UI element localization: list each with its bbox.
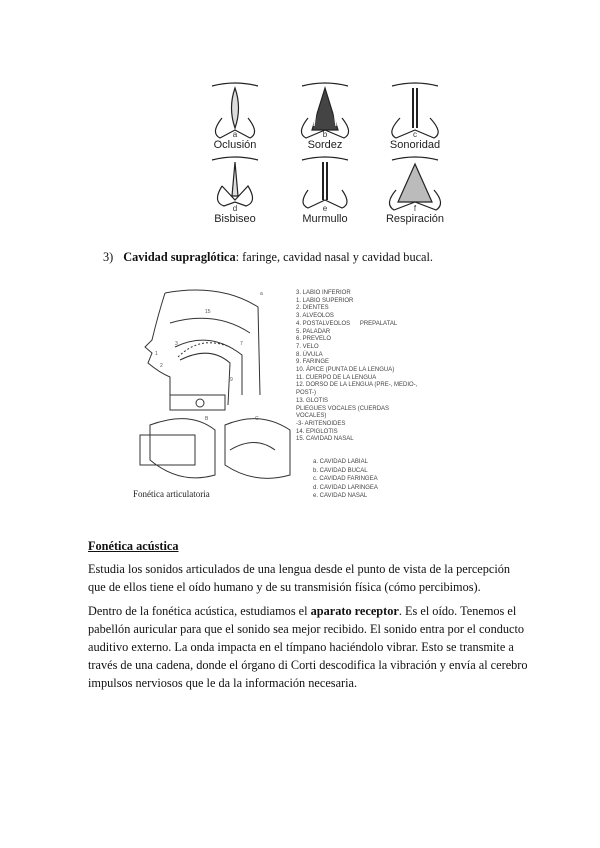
supraglottic-item [103,250,433,265]
legend-item: VOCALES) [296,413,327,420]
legend-item: 3. ALVEOLOS [296,313,334,320]
legend-item: 9. FARINGE [296,359,330,366]
articulatory-diagram [130,285,300,500]
item-term: Cavidad supraglótica [123,250,236,264]
legend-item: 8. ÚVULA [296,351,323,358]
legend-item: 6. PREVELO [296,336,332,343]
legend-item: 7. VELO [296,343,319,350]
diagram-legend [296,290,446,444]
svg-text:B: B [205,416,209,422]
legend-item [296,321,446,329]
glottis-letter: b [322,130,328,139]
glottis-letter: e [322,204,328,213]
section-heading: Fonética acústica [88,539,179,553]
svg-text:C: C [255,416,259,422]
paragraph-2 [88,602,528,692]
glottis-label: Sordez [307,139,343,151]
glottis-label: Sonoridad [389,139,441,151]
cavity-item: d. CAVIDAD LARINGEA [313,484,378,491]
svg-text:7: 7 [240,341,243,347]
cavity-item: e. CAVIDAD NASAL [313,493,368,499]
paragraph-1: Estudia los sonidos articulados de una lengua desde el punto de vista de la percepción que de ellos tiene el oído humano y de su transmisión física (cómo percibimos). [88,562,511,594]
svg-text:a: a [260,291,263,297]
glottis-letter: c [413,130,417,139]
p2-text-a: Dentro de la fonética acústica, estudiamos el [88,604,311,618]
cavity-item: a. CAVIDAD LABIAL [313,459,368,465]
svg-text:15: 15 [205,309,211,315]
svg-text:1: 1 [155,351,158,357]
legend-item: PLIEGUES VOCALES (CUERDAS [296,405,390,412]
legend-item: 15. CAVIDAD NASAL [296,436,354,443]
p2-text-b: . Es el oído. Tenemos el pabellón auricular para que el sonido sea mejor recibido. El sonido entra por el conducto auditivo externo. La onda impacta en el tímpano haciéndolo vibrar. Esto se transmite a través de una cadena, donde el órgano di Corti descodifica la vibración y envía al cerebro impulsos nerviosos que le da la información necesaria. [88,604,528,690]
glottis-label: Oclusión [213,139,257,151]
legend-item: 13. GLOTIS [296,397,329,404]
glottis-figure [200,78,450,228]
cavity-item: c. CAVIDAD FARINGEA [313,476,378,482]
legend-item: 10. ÁPICE (PUNTA DE LA LENGUA) [296,367,395,374]
cavity-legend [313,458,378,501]
svg-text:3: 3 [175,341,178,347]
glottis-label: Murmullo [302,213,348,225]
legend-item: 1. LABIO SUPERIOR [296,297,354,304]
legend-item: 14. EPIGLOTIS [296,428,338,435]
glottis-letter: f [413,204,417,213]
glottis-letter: a [232,130,238,139]
legend-item: POST-) [296,390,317,397]
legend-item: 2. DIENTES [296,305,329,312]
svg-text:9: 9 [230,377,233,383]
legend-item: 3. LABIO INFERIOR [296,290,351,296]
glottis-label: Bisbiseo [214,213,256,225]
legend-prepalatal: PREPALATAL [359,320,398,327]
svg-text:2: 2 [160,363,163,369]
p2-bold: aparato receptor [310,604,399,618]
glottis-label: Respiración [385,213,445,225]
legend-item: 11. CUERPO DE LA LENGUA [296,374,377,381]
legend-item: 12. DORSO DE LA LENGUA (PRE-, MEDIO-, [296,382,418,389]
cavity-item: b. CAVIDAD BUCAL [313,467,368,474]
item-rest: : faringe, cavidad nasal y cavidad bucal. [235,250,434,264]
item-number: 3) [103,250,114,264]
diagram-caption: Fonética articulatoria [133,489,210,499]
legend-item: -3- ARITENOIDES [296,420,346,427]
glottis-letter: d [232,204,238,213]
legend-item: 5. PALADAR [296,328,331,335]
vocal-tract-drawing [130,285,300,500]
legend-text: 4. POSTALVEOLOS [296,320,351,327]
